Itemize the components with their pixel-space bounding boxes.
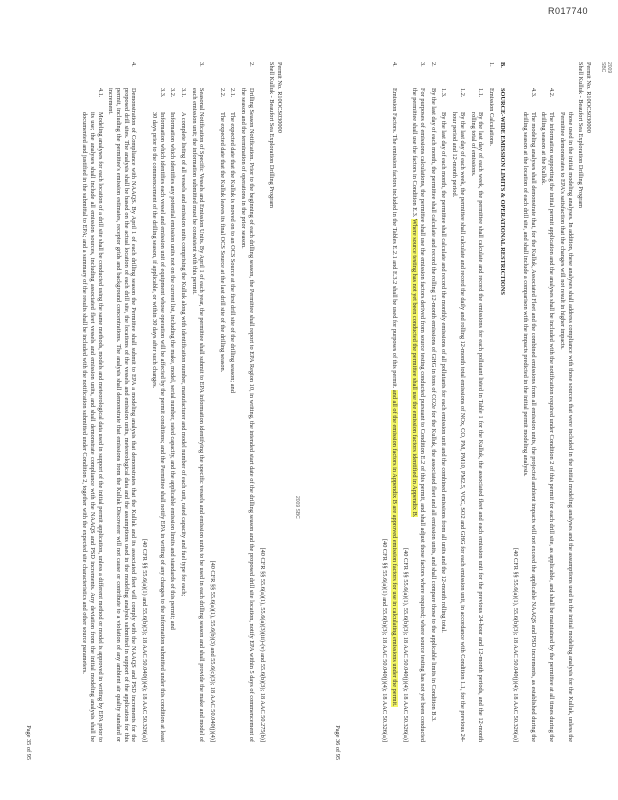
sub-condition (150, 62, 165, 742)
right-page (309, 0, 618, 800)
condition-text (540, 112, 555, 742)
paragraph (558, 62, 573, 742)
regulatory-citation: [40 CFR §§ 55.6(a)(1), 55.6(b)(3); 18 AAC 50.040(j)(4); 18 AAC 50.326(a)] (512, 548, 520, 742)
condition-text (218, 112, 226, 742)
condition-body: By the last day of each month, the permittee shall calculate and record the rolling 12-month emissions of GHG in tons of CO2e for the Kulluk, the associated fleet and all emission units, and shall compare those to the applicable limits in Condition B.3. (429, 88, 437, 722)
left-page-footer: Page 35 of 95 (24, 725, 32, 760)
condition-text (487, 88, 495, 742)
left-page-stamp: 2009 SBC (294, 496, 300, 519)
sub-condition (81, 62, 104, 742)
regulatory-citation: [40 CFR §§ 55.6(a)(1) and 55.6(b)(3); 18 AAC 50.040(j)(4); 18 AAC 50.326(a)] (141, 538, 149, 742)
sub-condition (521, 62, 536, 742)
left-page-header-permit: Permit No. R10OCS030000 (276, 62, 283, 133)
condition-number: B. (498, 62, 506, 68)
sub-condition (469, 62, 484, 742)
condition-body: A complete listing of all vessels and emission units comprising the Kulluk along with identification number, manufacturer and model number of each unit, rated capacity and fuel type for each; (179, 112, 187, 597)
condition-text (239, 88, 254, 742)
condition-body: Information which identifies each vessel and emission unit of equipment whose operation will be affected by the permit conditions; and the Permittee shall notify EPA in writing of any changes to the information submitted under this condition at least 30 days prior to the commencement of the drilling season, if applicable, or within 30 days after such changes. (150, 112, 166, 742)
condition-text (469, 112, 484, 742)
condition-number: 1. (487, 62, 495, 67)
highlighted-text: Where source testing has not yet been conducted the permittee shall use the emission factors identified in Appendix B. (411, 218, 419, 518)
condition-number: 4. (390, 62, 398, 67)
condition-number: 3. (419, 62, 427, 67)
condition-text (107, 88, 138, 742)
condition-text (150, 112, 165, 742)
condition-text (190, 88, 205, 742)
regulatory-citation: [40 CFR §§ 55.6(a)(1), 55.6(b)(3) and 55.6(c)(3); 18 AAC 50.040(j)(4)] (209, 560, 217, 742)
sub-condition (450, 62, 465, 742)
condition-number: 2.1. (229, 88, 237, 98)
condition-number: 4.1. (96, 88, 104, 98)
condition (429, 62, 437, 742)
left-page-header-title: Shell Kulluk - Beaufort Sea Exploration Drilling Program (268, 62, 276, 209)
condition-number: 3.1. (179, 88, 187, 98)
condition-text (179, 112, 187, 742)
sub-condition (218, 62, 226, 742)
condition-number: 1.2. (458, 88, 466, 98)
condition-text (450, 112, 465, 742)
condition-body: The expected date that the Kulluk leaves its final OCS Source at the last drill site of the drilling season. (218, 112, 226, 373)
condition-number: 4.3. (529, 88, 537, 98)
sub-condition (179, 62, 187, 742)
right-page-footer: Page 36 of 95 (333, 725, 341, 760)
condition (390, 62, 398, 742)
highlighted-text: and all of the emission factors in Appendix B are approved emission factors for use in calculating emissions under the permit. (390, 389, 398, 707)
condition-text (411, 88, 426, 742)
condition-number: 2. (429, 62, 437, 67)
condition-body: Emission Factors. The emission factors included in the Tables E.2.1 and E.3.2 shall be used for purposes of this permit. (390, 88, 398, 389)
condition-text (440, 112, 448, 742)
condition-body: Drilling Season Notification. Prior to the beginning of each drilling season, the Permittee shall report to EPA Region 10, in writing, the intended start date of the drilling season and the proposed drill site location, notify EPA within 5 days of commencement of the season and the termination of operations in the prior season. (240, 88, 255, 742)
condition-number: 4. (130, 62, 138, 67)
right-page-body (381, 62, 592, 742)
condition-number: 2.2. (218, 88, 226, 98)
condition-body: The information supporting the initial permit application and the analyses shall be included with the notification required under Condition 2 of this permit for each drill site, as applicable, and shall be maintained by the permittee at all times during the drilling season at the Kulluk. (540, 112, 556, 742)
condition-number: 2. (247, 62, 255, 67)
condition-text (81, 112, 104, 742)
condition-text (169, 112, 177, 742)
condition-body: By the last day of each week, the permittee shall calculate and record the emissions for each pollutant listed in Table 1 for the Kulluk, the associated fleet and each emission unit for the previous 24-hour and 12-month periods, and the 12-month rolling total of emissions. (469, 112, 485, 742)
right-page-header-title: Shell Kulluk - Beaufort Sea Exploration Drilling Program (577, 62, 585, 209)
condition-body: Modeling analyses for each location of a drill site shall be conducted using the same methods, models and meteorological data used in support of the initial permit application, unless a different method or model is approved in writing by EPA prior to its use; the analyses shall include all emission sources, including associated fleet vessels and emission units, and shall demonstrate compliance with the NAAQS and PSD increments. Any deviation from the initial modeling analysis shall be documented and justified in the submittal to EPA; and a summary of the results shall be included with the notification submitted under Condition 2, together with the expected site characteristics and other source parameters. (81, 112, 104, 742)
condition-number: 3. (198, 62, 206, 67)
condition-body: For purposes of emissions calculations, the permittee shall use the emission factors derived from source testing conducted pursuant to Condition E.2 of this permit, and shall adjust those factors where required; where source testing has not yet been conducted the permittee shall use the factors in Condition E.3. (411, 88, 427, 742)
condition-body: Information which identifies any potential emission units not on the current list, including the make, model, serial number, rated capacity, and the applicable emission limits and standards of this permit; and (169, 112, 177, 630)
condition-body: By the last day of each week, the permittee shall calculate and record the daily and rolling 12-month total emissions of NOx, CO, PM, PM10, PM2.5, VOC, SO2 and GHG for each emission unit, in accordance with Condition 1.1, for the previous 24-hour period and 12-month period. (451, 112, 466, 742)
right-page-stamp: 2009 SBC (600, 62, 612, 74)
condition-text (498, 88, 506, 742)
condition (190, 62, 205, 742)
sub-condition (229, 62, 237, 742)
condition-number: 3.3. (158, 88, 166, 98)
regulatory-citation: [40 CFR §§ 55.6(a)(1), 55.6(a)(3)(iii)-(v) and 55.6(b)(3); 18 AAC 50.275(b)] (258, 547, 266, 742)
right-page-panel (309, 0, 618, 800)
right-page-header-permit: Permit No. R10OCS030000 (585, 62, 592, 133)
condition-body: By the last day of each month, the permittee shall calculate and record the monthly emissions of all pollutants for each emission unit and the combined emissions from all units and the 12-month rolling total. (440, 112, 448, 633)
sub-condition (169, 62, 177, 742)
section-title (498, 62, 506, 742)
condition-body: Demonstration of Compliance with NAAQS. By April 1 of each drilling season the Permittee shall submit to EPA a modeling analysis that demonstrates that the Kulluk and its associated fleet will comply with the NAAQS and PSD increments for the proposed drill sites. The analysis shall be based on the actual location of each drill site, the locations of the vessels and emission units, meteorological data and the assumptions used in the modeling analysis submitted in support of the application for this permit, including the permittee's emission estimates, receptor grids and background concentrations. The analysis shall demonstrate that emissions from the Kulluk Discoverer will not cause or contribute to a violation of any ambient air quality standard or increment. (107, 88, 138, 742)
condition-body: Emission Calculations. (487, 88, 495, 147)
condition (411, 62, 426, 742)
condition-text (390, 88, 398, 742)
continued-paragraph: those used in the initial modeling analyses. In addition, these analyses shall address compliance with those sources that were included in the initial modeling analyses and the assumptions used in the initial modeling analysis for the Kulluk, unless the Permittee demonstrates to EPA's satisfaction that the changes will not result in higher impacts. (558, 112, 574, 742)
condition-body: The modeling analyses shall demonstrate that, for the Kulluk, Associated Fleet and the combined emissions from all emission units, the projected ambient impacts will not exceed the applicable NAAQS and PSD increments, as established during the drilling season at the location of each drill site, and shall include a comparison with the impacts predicted in the initial permit modeling analysis. (522, 112, 537, 742)
condition-body: The expected date that the Kulluk is moved on to an OCS Source at the first drill site of the drilling season; and (229, 112, 237, 393)
bates-number: R017740 (548, 6, 589, 16)
condition-text (229, 112, 237, 742)
condition-number: 3.2. (169, 88, 177, 98)
condition-body: SOURCE-WIDE EMISSION LIMITS & OPERATIONAL RESTRICTIONS (498, 88, 506, 295)
condition-number: 1.3. (440, 88, 448, 98)
condition (239, 62, 254, 742)
condition-number: 1.1. (477, 88, 485, 98)
regulatory-citation: [40 CFR §§ 55.6(a)(1), 55.6(b)(3); 18 AAC 50.040(j)(4); 18 AAC 50.326(a)] (401, 548, 409, 742)
condition-text (521, 112, 536, 742)
sub-condition (540, 62, 555, 742)
condition (107, 62, 138, 742)
condition-number: 4.2. (548, 88, 556, 98)
regulatory-citation: [40 CFR §§ 55.6(a)(1) and 55.6(b)(3); 18 AAC 50.040(j)(4); 18 AAC 50.326(a)] (381, 538, 389, 742)
sub-condition (440, 62, 448, 742)
condition-body: Seasonal Notification of Specific Vessels and Emission Units. By April 1 of each year, the permittee shall submit to EPA information identifying the specific vessels and emission units to be used in each drilling season and shall provide the make and model of each emission unit; the information submitted must be consistent with this permit. (190, 88, 206, 742)
left-page-body (81, 62, 283, 742)
condition-text (429, 88, 437, 742)
condition (487, 62, 495, 742)
